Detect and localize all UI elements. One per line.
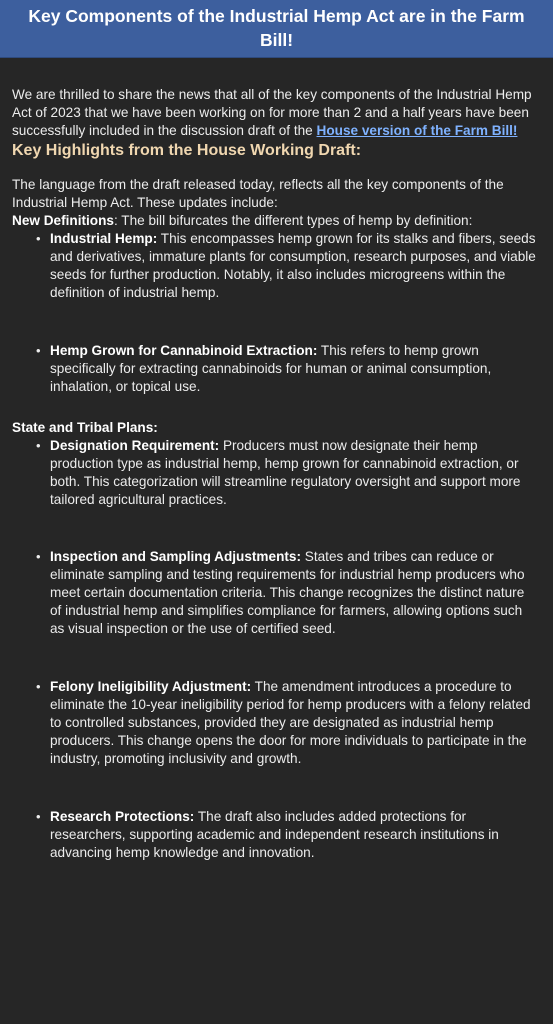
item-text: Producers must now designate their hemp production type as industrial hemp, hemp grown for cannabinoid extraction, or both. This categorization will streamline regulatory oversight and support more tailored agricultural practices. xyxy=(50,438,521,507)
item-text: States and tribes can reduce or eliminate sampling and testing requirements for industrial hemp producers who meet certain documentation criteria. This change recognizes the distinct nature of industrial hemp and simplifies compliance for farmers, allowing options such as visual inspection or the use of certified seed. xyxy=(50,549,525,636)
item-text: This refers to hemp grown specifically for extracting cannabinoids for human or animal consumption, inhalation, or topical use. xyxy=(50,343,492,394)
article-body xyxy=(0,58,553,862)
bullet-icon: • xyxy=(36,343,41,358)
list-item-cannabinoid-extraction xyxy=(12,342,539,396)
plans-list xyxy=(12,437,539,862)
page-header xyxy=(0,0,553,58)
bullet-icon: • xyxy=(36,438,41,453)
list-item-research xyxy=(12,808,539,862)
page-title: Key Components of the Industrial Hemp Act are in the Farm Bill! xyxy=(28,6,525,50)
item-term: Inspection and Sampling Adjustments: xyxy=(50,549,301,564)
item-text: This encompasses hemp grown for its stalks and fibers, seeds and derivatives, immature plants for consumption, research purposes, and viable seeds for further production. Notably, it also includes microgreens within the definition of industrial hemp. xyxy=(50,231,536,300)
definitions-label: New Definitions xyxy=(12,213,114,228)
bullet-icon: • xyxy=(36,679,41,694)
intro-text: We are thrilled to share the news that all of the key components of the Industrial Hemp Act of 2023 that we have been working on for more than 2 and a half years have been successfully included in the discussion draft of the xyxy=(12,87,532,138)
highlights-heading: Key Highlights from the House Working Draft: xyxy=(12,142,362,159)
definitions-description: : The bill bifurcates the different types of hemp by definition: xyxy=(113,213,473,228)
list-item-designation xyxy=(12,437,539,509)
list-item-felony xyxy=(12,678,539,768)
list-item-industrial-hemp xyxy=(12,230,539,302)
plans-label: State and Tribal Plans: xyxy=(12,420,158,435)
list-item-inspection xyxy=(12,548,539,638)
item-term: Industrial Hemp: xyxy=(50,231,158,246)
plans-intro xyxy=(12,419,539,437)
bullet-icon: • xyxy=(36,231,41,246)
item-term: Designation Requirement: xyxy=(50,438,220,453)
farm-bill-link[interactable]: House version of the Farm Bill! xyxy=(316,123,518,138)
definitions-intro xyxy=(12,212,539,230)
definitions-list xyxy=(12,230,539,396)
item-text: The draft also includes added protections for researchers, supporting academic and independent research institutions in advancing hemp knowledge and innovation. xyxy=(50,809,499,860)
intro-paragraph xyxy=(12,86,539,140)
highlights-lead: The language from the draft released today, reflects all the key components of the Industrial Hemp Act. These updates include: xyxy=(12,177,504,210)
item-term: Hemp Grown for Cannabinoid Extraction: xyxy=(50,343,318,358)
bullet-icon: • xyxy=(36,549,41,564)
bullet-icon: • xyxy=(36,809,41,824)
item-term: Research Protections: xyxy=(50,809,195,824)
item-term: Felony Ineligibility Adjustment: xyxy=(50,679,252,694)
item-text: The amendment introduces a procedure to eliminate the 10-year ineligibility period for hemp producers with a felony related to controlled substances, provided they are designated as industrial hemp producers. This change opens the door for more individuals to participate in the industry, promoting inclusivity and growth. xyxy=(50,679,531,766)
